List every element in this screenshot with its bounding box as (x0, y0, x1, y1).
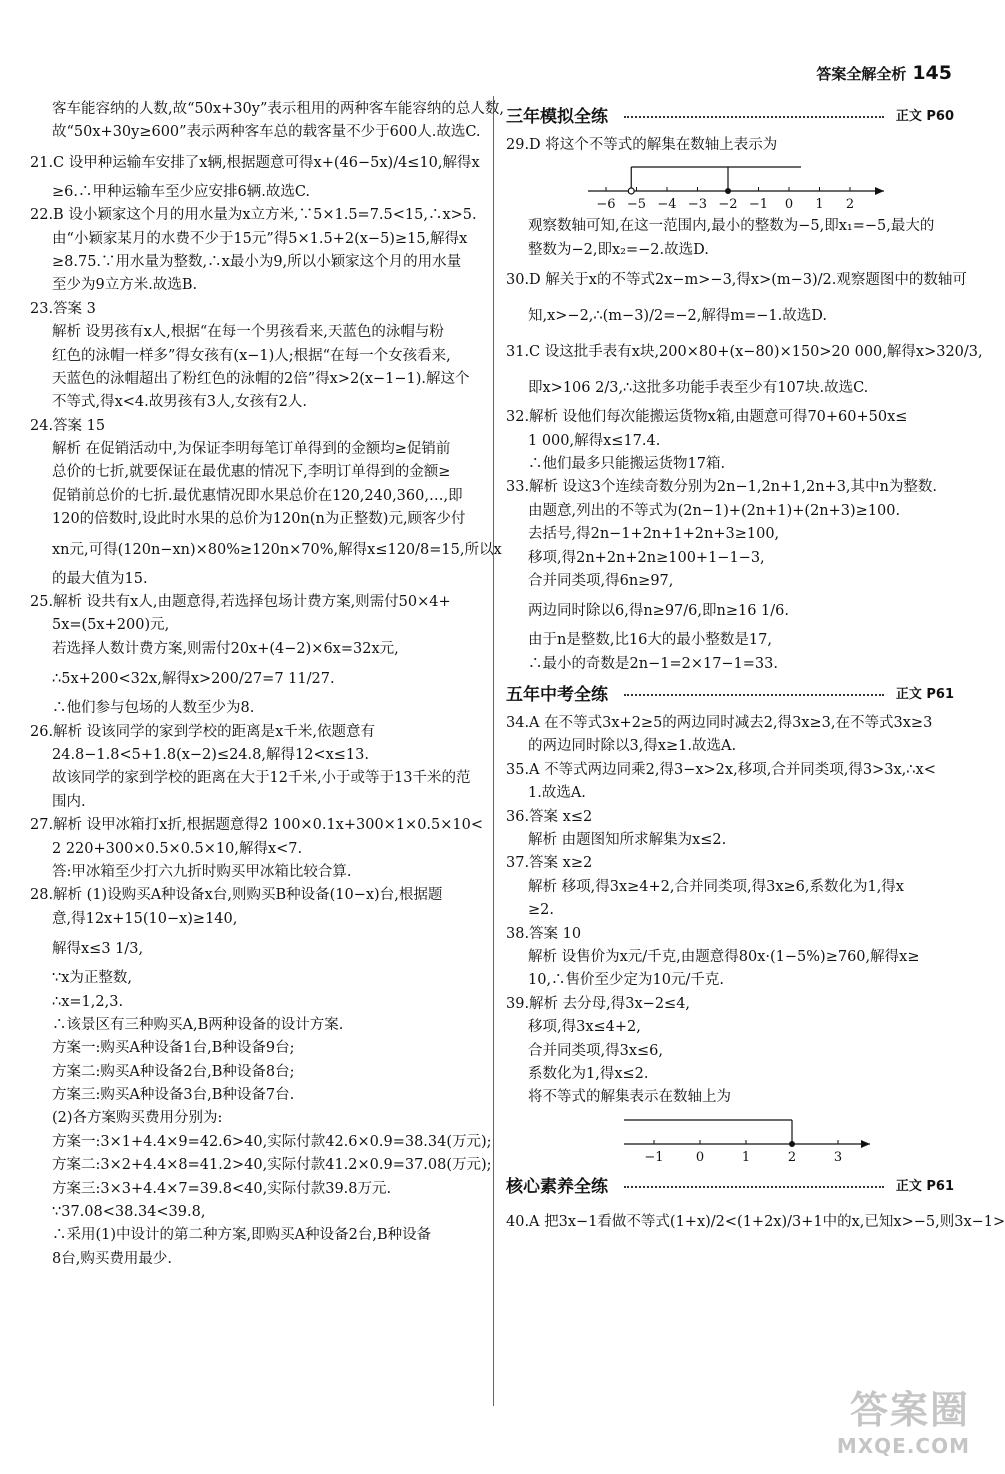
right-column (506, 98, 1005, 1240)
text-line: ∴最小的奇数是2n−1=2×17−1=33. (528, 655, 778, 672)
text-line: ∴x=1,2,3. (52, 993, 124, 1010)
text-line: 合并同类项,得3x≤6, (528, 1042, 663, 1059)
dotted-rule (624, 1186, 884, 1188)
text-line: 观察数轴可知,在这一范围内,最小的整数为−5,即x₁=−5,最大的 (528, 218, 935, 235)
tick-label: −6 (596, 197, 616, 213)
text-line: 至少为9立方米.故选B. (52, 277, 198, 294)
text-line: 解析 由题图知所求解集为x≤2. (528, 832, 727, 849)
watermark-logo: 答案圈 (849, 1388, 970, 1432)
section-header-five-year (506, 678, 954, 708)
text-line: 天蓝色的泳帽超出了粉红色的泳帽的2倍”得x>2(x−1−1).解这个 (52, 370, 470, 387)
text-line: 22.B 设小颖家这个月的用水量为x立方米,∵5×1.5=7.5<15,∴x>5. (30, 207, 477, 224)
text-line: 25.解析 设共有x人,由题意得,若选择包场计费方案,则需付50×4+ (30, 594, 451, 611)
section-title: 五年中考全练 (506, 680, 612, 705)
answers-block-4 (506, 1204, 1005, 1240)
number-line-2 (506, 1110, 954, 1168)
text-line: 1 000,解得x≤17.4. (528, 432, 661, 449)
watermark-url: MXQE.COM (836, 1434, 970, 1458)
section-title: 核心素养全练 (506, 1172, 612, 1197)
text-line: 即x>106 2/3,∴这批多功能手表至少有107块.故选C. (528, 380, 869, 397)
section-ref: 正文 P61 (895, 687, 954, 703)
page-number: 145 (912, 62, 952, 84)
text-line: 解析 设售价为x元/千克,由题意得80x·(1−5%)≥760,解得x≥ (528, 948, 920, 965)
text-line: 28.解析 (1)设购买A种设备x台,则购买B种设备(10−x)台,根据题 (30, 887, 443, 904)
answers-block-2 (506, 215, 983, 676)
dotted-rule (624, 116, 884, 118)
text-line: ≥6.∴甲种运输车至少应安排6辆.故选C. (52, 183, 311, 200)
text-line: 35.A 不等式两边同乘2,得3−x>2x,移项,合并同类项,得3>3x,∴x< (506, 761, 936, 778)
text-line: 方案二:3×2+4.4×8=41.2>40,实际付款41.2×0.9=37.08(万元); (52, 1157, 492, 1174)
tick-label: −5 (626, 197, 647, 213)
section-ref: 正文 P60 (895, 109, 954, 124)
number-line-1 (506, 157, 954, 215)
tick-label: 1 (815, 197, 824, 213)
text-line: 40.A 把3x−1看做不等式(1+x)/2<(1+2x)/3+1中的x,已知x>−5,则3x−1> (506, 1213, 1005, 1230)
number-line-svg (506, 157, 954, 215)
header-title: 答案全解全析 (816, 65, 907, 83)
text-line: 39.解析 去分母,得3x−2≤4, (506, 995, 691, 1012)
tick-label: −4 (657, 197, 677, 213)
text-line: 1.故选A. (528, 785, 586, 802)
text-line: 32.解析 设他们每次能搬运货物x箱,由题意可得70+60+50x≤ (506, 409, 908, 426)
text-line: ∴该景区有三种购买A,B两种设备的设计方案. (52, 1016, 344, 1033)
text-line: 2 220+300×0.5×0.5×10,解得x<7. (52, 840, 303, 857)
text-line: 33.解析 设这3个连续奇数分别为2n−1,2n+1,2n+3,其中n为整数. (506, 479, 937, 496)
text-line: 解析 设男孩有x人,根据“在每一个男孩看来,天蓝色的泳帽与粉 (52, 324, 444, 341)
tick-label: −3 (687, 197, 708, 213)
closed-point (789, 1141, 795, 1147)
number-line-svg (506, 1110, 954, 1168)
text-line: 方案三:购买A种设备3台,B种设备7台. (52, 1087, 295, 1104)
text-line: 27.解析 设甲冰箱打x折,根据题意得2 100×0.1x+300×1×0.5×10< (30, 817, 484, 834)
axis-arrow (875, 187, 884, 195)
text-line: 10,∴售价至少定为10元/千克. (528, 972, 725, 989)
text-line: (2)各方案购买费用分别为: (52, 1110, 223, 1127)
text-line: 总价的七折,就要保证在最优惠的情况下,李明订单得到的金额≥ (52, 464, 451, 481)
tick-label: −1 (644, 1149, 664, 1165)
text-line: ∴他们最多只能搬运货物17箱. (528, 455, 726, 472)
text-line: 21.C 设甲种运输车安排了x辆,根据题意可得x+(46−5x)/4≤10,解得x (30, 154, 480, 171)
left-column (30, 98, 504, 1271)
section-header-three-year (506, 100, 954, 130)
text-line: 由“小颖家某月的水费不少于15元”得5×1.5+2(x−5)≥15,解得x (52, 230, 468, 247)
text-line: 24.8−1.8<5+1.8(x−2)≤24.8,解得12<x≤13. (52, 746, 369, 763)
answers-block-1 (506, 134, 954, 157)
watermark (837, 1379, 970, 1458)
text-line: 答:甲冰箱至少打六九折时购买甲冰箱比较合算. (52, 863, 352, 880)
text-line: ∴采用(1)中设计的第二种方案,即购买A种设备2台,B种设备 (52, 1227, 432, 1244)
text-line: 移项,得2n+2n+2n≥100+1−1−3, (528, 549, 765, 566)
text-line: 23.答案 3 (30, 300, 96, 317)
tick-label: 2 (787, 1149, 797, 1165)
text-line: 26.解析 设该同学的家到学校的距离是x千米,依题意有 (30, 723, 375, 740)
tick-label: 0 (695, 1149, 705, 1165)
text-line: 故该同学的家到学校的距离在大于12千米,小于或等于13千米的范 (52, 770, 471, 787)
tick-label: 2 (845, 197, 855, 213)
axis-arrow (861, 1140, 870, 1148)
text-line: 客车能容纳的人数,故“50x+30y”表示租用的两种客车能容纳的总人数, (52, 101, 504, 117)
text-line: 知,x>−2,∴(m−3)/2=−2,解得m=−1.故选D. (528, 308, 827, 325)
text-line: ∴他们参与包场的人数至少为8. (52, 700, 255, 717)
text-line: 34.A 在不等式3x+2≥5的两边同时减去2,得3x≥3,在不等式3x≥3 (506, 715, 933, 732)
text-line: 解析 移项,得3x≥4+2,合并同类项,得3x≥6,系数化为1,得x (528, 878, 904, 895)
text-line: 促销前总价的七折.最优惠情况即水果总价在120,240,360,…,即 (52, 487, 463, 504)
text-line: 将不等式的解集表示在数轴上为 (528, 1089, 731, 1106)
text-line: 方案二:购买A种设备2台,B种设备8台; (52, 1063, 295, 1080)
text-line: 120的倍数时,设此时水果的总价为120n(n为正整数)元,顾客少付 (52, 511, 466, 528)
text-line: ∴5x+200<32x,解得x>200/27=7 11/27. (52, 671, 335, 688)
text-line: 方案一:购买A种设备1台,B种设备9台; (52, 1040, 295, 1057)
tick-label: −2 (718, 197, 738, 213)
text-line: 解析 在促销活动中,为保证李明每笔订单得到的金额均≥促销前 (52, 441, 451, 458)
column-divider (493, 96, 494, 1406)
tick-label: 0 (784, 197, 794, 213)
answers-block-3 (506, 712, 954, 1110)
text-line: 方案三:3×3+4.4×7=39.8<40,实际付款39.8万元. (52, 1180, 392, 1197)
text-line: 方案一:3×1+4.4×9=42.6>40,实际付款42.6×0.9=38.34(万元); (52, 1133, 492, 1150)
text-line: 意,得12x+15(10−x)≥140, (52, 910, 238, 927)
text-line: 不等式,得x<4.故男孩有3人,女孩有2人. (52, 394, 307, 411)
section-ref: 正文 P61 (895, 1178, 954, 1194)
text-line: ≥8.75.∵用水量为整数,∴x最小为9,所以小颖家这个月的用水量 (52, 253, 462, 270)
text-line: 24.答案 15 (30, 417, 106, 434)
text-line: 31.C 设这批手表有x块,200×80+(x−80)×150>20 000,解得x>320/3, (506, 344, 983, 361)
text-line: ≥2. (528, 902, 554, 919)
text-line: 由于n是整数,比16大的最小整数是17, (528, 632, 772, 649)
text-line: 两边同时除以6,得n≥97/6,即n≥16 1/6. (528, 603, 789, 620)
page-header (816, 62, 952, 84)
text-line: 的最大值为15. (52, 570, 148, 587)
text-line: 5x=(5x+200)元, (52, 617, 170, 634)
text-line: xn元,可得(120n−xn)×80%≥120n×70%,解得x≤120/8=15,所以x (52, 541, 502, 558)
text-line: 去括号,得2n−1+2n+1+2n+3≥100, (528, 526, 780, 543)
text-line: 红色的泳帽一样多”得女孩有(x−1)人;根据“在每一个女孩看来, (52, 347, 451, 364)
text-line: 的两边同时除以3,得x≥1.故选A. (528, 738, 737, 755)
text-line: 合并同类项,得6n≥97, (528, 572, 674, 589)
text-line: 29.D 将这个不等式的解集在数轴上表示为 (506, 137, 778, 153)
text-line: 由题意,列出的不等式为(2n−1)+(2n+1)+(2n+3)≥100. (528, 502, 901, 519)
text-line: 故“50x+30y≥600”表示两种客车总的载客量不少于600人.故选C. (52, 124, 481, 141)
section-header-core (506, 1170, 954, 1200)
text-line: ∵37.08<38.34<39.8, (52, 1204, 206, 1221)
tick-label: 3 (833, 1149, 843, 1165)
tick-label: −1 (748, 197, 769, 213)
text-line: 36.答案 x≤2 (506, 808, 593, 825)
text-line: 8台,购买费用最少. (52, 1250, 172, 1267)
text-line: 移项,得3x≤4+2, (528, 1019, 641, 1036)
section-title: 三年模拟全练 (506, 102, 612, 127)
text-line: 30.D 解关于x的不等式2x−m>−3,得x>(m−3)/2.观察题图中的数轴可 (506, 272, 967, 289)
text-line: 系数化为1,得x≤2. (528, 1065, 649, 1082)
dotted-rule (624, 694, 884, 696)
text-line: ∵x为正整数, (52, 970, 133, 987)
text-line: 解得x≤3 1/3, (52, 941, 144, 958)
text-line: 若选择人数计费方案,则需付20x+(4−2)×6x=32x元, (52, 640, 399, 657)
open-point (628, 188, 634, 194)
text-line: 37.答案 x≥2 (506, 855, 593, 872)
tick-label: 1 (741, 1149, 751, 1165)
text-line: 整数为−2,即x₂=−2.故选D. (528, 241, 709, 258)
text-line: 38.答案 10 (506, 925, 582, 942)
closed-point (725, 188, 731, 194)
text-line: 围内. (52, 793, 86, 810)
